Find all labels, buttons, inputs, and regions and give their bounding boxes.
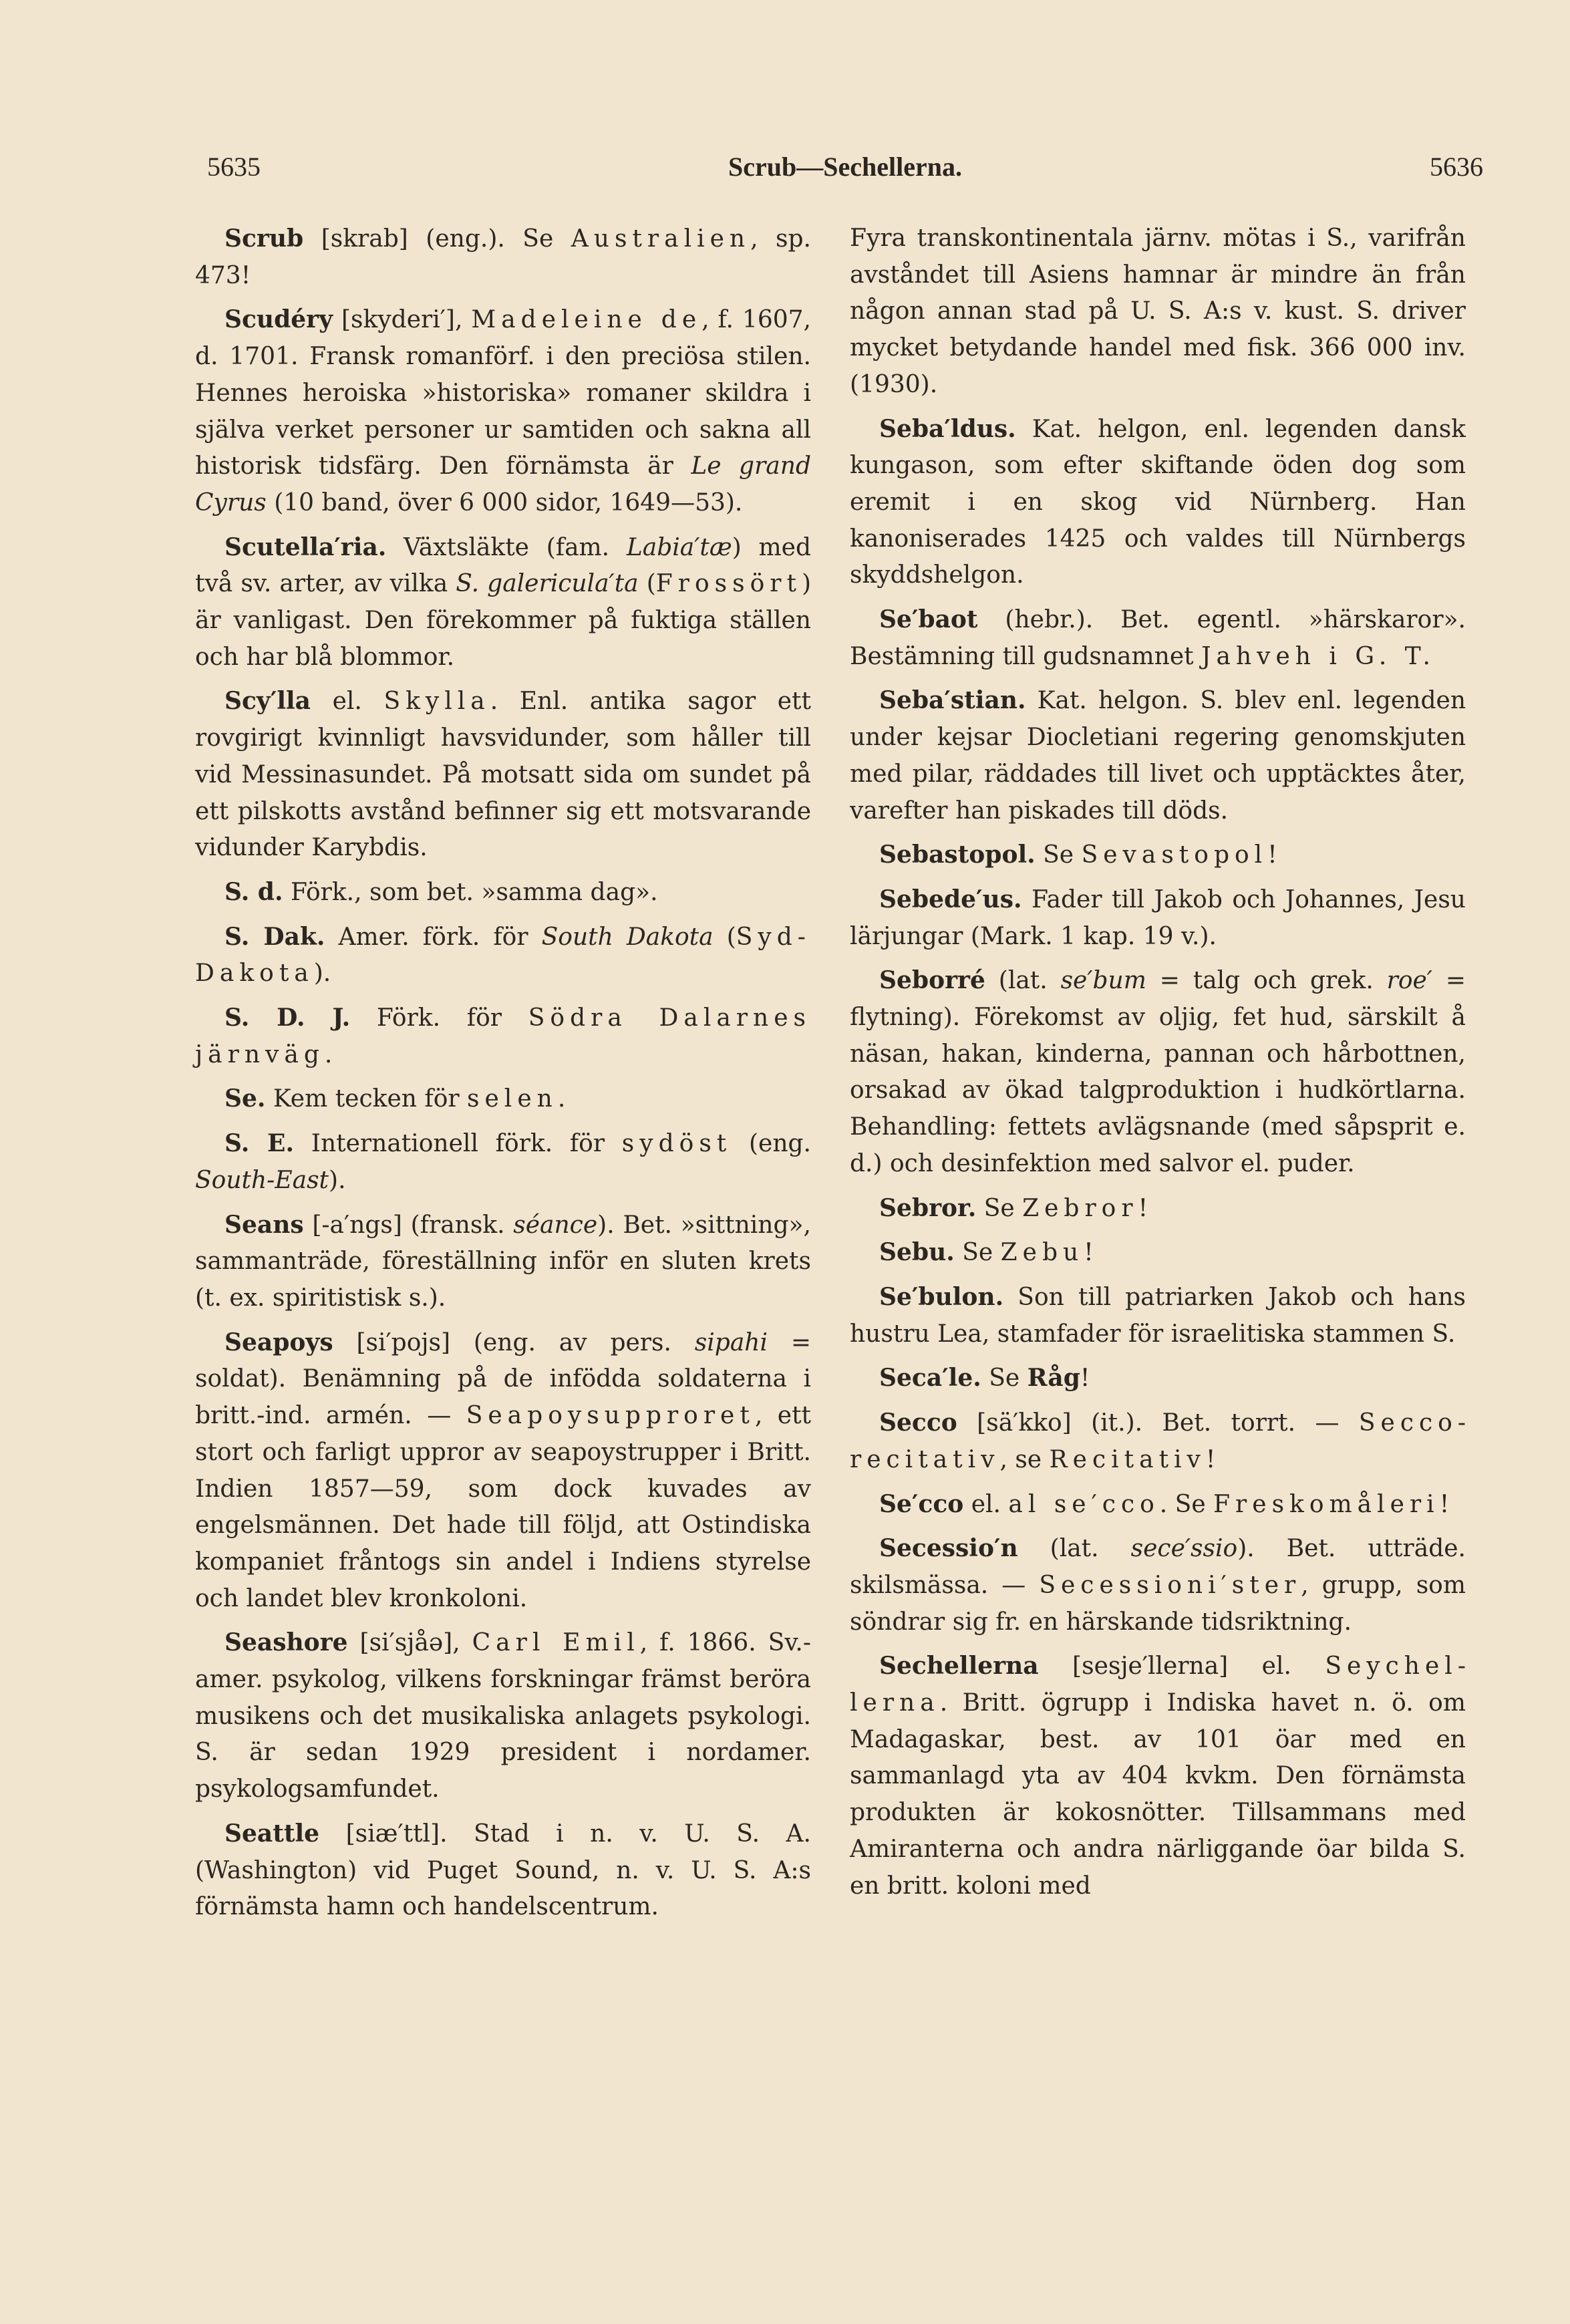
dictionary-entry [850, 221, 1466, 404]
entry-text: [sä′kko] (it.). Bet. torrt. — [957, 1409, 1359, 1437]
entry-text: [siæ′ttl]. Stad i n. v. U. S. A. (Washington) vid Puget Sound, n. v. U. S. A:s förnämsta hamn och handelscentrum. [195, 1820, 811, 1921]
entry-text: Skylla [383, 688, 490, 716]
entry-text: = flytning). Förekomst av oljig, fet hud, särskilt å näsan, hakan, kinderna, pannan och hårbottnen, orsakad av ökad talgproduktion i hudkörtlarna. Behandling: fettets avlägsnande (med såpsprit e. d.) och desinfektion med salvor el. puder. [850, 967, 1466, 1177]
entry-text: Seychellerna [850, 1652, 1466, 1717]
entry-text: ) med två sv. arter, av vilka [195, 533, 811, 598]
entry-text: [si′pojs] (eng. av pers. [333, 1328, 695, 1356]
entry-text: = soldat). Benämning på de infödda soldaterna i britt.-ind. armén. — [195, 1328, 812, 1430]
entry-text: ! [1138, 1194, 1148, 1222]
entry-headword: Scy′lla [224, 687, 311, 716]
dictionary-entry [195, 529, 811, 676]
entry-text: ( [638, 570, 656, 598]
entry-headword: Sebror. [879, 1193, 977, 1222]
entry-headword: Scudéry [224, 305, 333, 334]
entry-text: = talg och grek. [1146, 967, 1387, 995]
dictionary-entry [195, 1815, 811, 1926]
dictionary-entry [850, 881, 1466, 955]
entry-headword: S. E. [224, 1129, 295, 1158]
dictionary-entry [850, 1279, 1466, 1352]
entry-text: (lat. [985, 967, 1061, 995]
page-number-left: 5635 [207, 152, 261, 182]
entry-text: Australien [571, 225, 751, 253]
entry-text: Sevastopol [1081, 841, 1268, 869]
entry-text: Kem tecken för [265, 1085, 468, 1113]
entry-text: ). [313, 960, 331, 988]
entry-headword: Seashore [224, 1628, 348, 1657]
entry-text: Seccorecitativ [850, 1409, 1466, 1473]
dictionary-entry [850, 1486, 1466, 1523]
dictionary-entry [850, 601, 1466, 675]
entry-text: Secessioni′ster [1039, 1571, 1301, 1599]
entry-text: Fyra transkontinentala järnv. mötas i S., varifrån avståndet till Asiens hamnar är mindre än från någon annan stad på U. S. A:s v. kust. S. driver mycket betydande handel med fisk. 366 000 inv. (1930). [850, 225, 1466, 398]
entry-text: . Britt. ögrupp i Indiska havet n. ö. om Madagaskar, best. av 101 öar med en sammanlagd yta av 404 kvkm. Den förnämsta produkten är kokosnötter. Tillsammans med Amiranterna och andra närliggande öar bilda S. en britt. koloni med [850, 1689, 1466, 1900]
entry-text: South-East [195, 1166, 329, 1194]
entry-text: Jahveh i G. T. [1201, 642, 1436, 670]
entry-text: (lat. [1017, 1535, 1131, 1563]
entry-text: Se [1035, 841, 1082, 869]
right-column [850, 221, 1466, 1912]
entry-text: Zebror [1022, 1194, 1138, 1222]
entry-headword: Sebede′us. [879, 885, 1022, 913]
entry-headword: Råg [1027, 1364, 1080, 1393]
entry-headword: Seba′stian. [879, 686, 1026, 715]
dictionary-entry [195, 874, 811, 911]
entry-headword: Scutella′ria. [224, 533, 387, 561]
entry-headword: S. D. J. [224, 1004, 351, 1032]
entry-text: . [557, 1085, 566, 1113]
entry-headword: Se. [224, 1084, 266, 1113]
entry-text: South Dakota [541, 923, 714, 951]
entry-headword: Scrub [224, 225, 304, 253]
entry-text: [si′sjåə], [347, 1629, 472, 1657]
entry-headword: Seba′ldus. [879, 414, 1016, 443]
dictionary-entry [850, 1405, 1466, 1478]
entry-text: , f. 1607, d. 1701. Fransk romanförf. i den preciösa stilen. Hennes heroiska »historiska» romaner skildra i själva verket personer ur samtiden och sakna all historisk tidsfärg. Den förnämsta är [195, 306, 812, 480]
entry-headword: Secessio′n [879, 1534, 1018, 1563]
entry-text: Syd-Dakota [195, 923, 811, 988]
dictionary-entry [195, 1624, 811, 1808]
entry-headword: Seborré [879, 966, 985, 995]
entry-headword: Seans [224, 1210, 304, 1239]
dictionary-entry [850, 682, 1466, 829]
entry-headword: Sechellerna [879, 1652, 1039, 1681]
entry-text: séance [513, 1211, 598, 1239]
entry-headword: Seapoys [224, 1328, 333, 1356]
entry-text: Fader till Jakob och Johannes, Jesu lärjungar (Mark. 1 kap. 19 v.). [850, 885, 1466, 950]
entry-text: . Se [1159, 1490, 1214, 1518]
entry-text: S. galericula′ta [456, 570, 639, 598]
entry-text: ! [1205, 1445, 1216, 1473]
entry-text: Förk. för [350, 1004, 528, 1032]
entry-text: ). Bet. »sittning», sammanträde, föreställning inför en sluten krets (t. ex. spiritistisk s.). [195, 1211, 812, 1312]
entry-text: ! [1439, 1490, 1450, 1518]
entry-text: Madeleine de [471, 306, 702, 334]
dictionary-entry [195, 683, 811, 867]
dictionary-entry [850, 1648, 1466, 1904]
entry-text: Kat. helgon, enl. legenden dansk kungason, som efter skiftande öden dog som eremit i en skog vid Nürnberg. Han kanoniserades 1425 och valdes till Nürnbergs skyddshelgon. [850, 415, 1466, 589]
entry-text: [sesje′llerna] el. [1038, 1652, 1325, 1681]
dictionary-entry [195, 301, 811, 521]
entry-text: Recitativ [1049, 1445, 1206, 1473]
entry-headword: Sebastopol. [879, 841, 1036, 869]
entry-headword: Se′cco [879, 1489, 964, 1518]
dictionary-entry [195, 919, 811, 992]
entry-text: , grupp, som söndrar sig fr. en härskande tidsriktning. [850, 1571, 1466, 1636]
entry-text: Södra Dalarnes järnväg [195, 1004, 812, 1068]
dictionary-entry [195, 1080, 811, 1118]
entry-text: , se [999, 1445, 1050, 1473]
entry-text: (eng. [732, 1130, 812, 1158]
entry-text: Le grand Cyrus [195, 452, 812, 517]
dictionary-entry [195, 221, 811, 294]
entry-text: Seapoysupproret [466, 1402, 755, 1430]
entry-headword: Seca′le. [879, 1364, 981, 1393]
entry-text: sece′ssio [1130, 1535, 1238, 1563]
page-number-right: 5636 [1430, 152, 1483, 182]
entry-text: Carl Emil [472, 1629, 640, 1657]
entry-text: [skrab] (eng.). Se [303, 225, 571, 253]
entry-text: ( [713, 923, 736, 951]
dictionary-entry [850, 1360, 1466, 1397]
entry-text: Son till patriarken Jakob och hans hustru Lea, stamfader för israelitiska stammen S. [850, 1283, 1466, 1348]
entry-headword: Secco [879, 1409, 957, 1437]
entry-text: [skyderi′], [333, 306, 472, 334]
entry-headword: Sebu. [879, 1238, 955, 1267]
entry-text: , sp. 473! [195, 225, 811, 289]
entry-text: sipahi [694, 1328, 768, 1356]
entry-text: ! [1084, 1239, 1094, 1267]
entry-text: Förk., som bet. »samma dag». [283, 878, 658, 906]
dictionary-entry [195, 1207, 811, 1317]
dictionary-entry [195, 1324, 811, 1618]
entry-text: ! [1080, 1364, 1090, 1393]
dictionary-entry [850, 1190, 1466, 1227]
entry-headword: Seattle [224, 1819, 320, 1848]
entry-headword: Se′bulon. [879, 1282, 1004, 1311]
entry-text: , f. 1866. Sv.-amer. psykolog, vilkens forskningar främst beröra musikens och det musikaliska anlagets psykologi. S. är sedan 1929 president i nordamer. psykologsamfundet. [195, 1629, 811, 1803]
running-title: Scrub—Sechellerna. [728, 152, 962, 182]
dictionary-entry [850, 837, 1466, 874]
entry-text: Frossört [655, 570, 802, 598]
entry-text: Växtsläkte (fam. [386, 533, 627, 561]
entry-text: ). Bet. utträde. skilsmässa. — [850, 1535, 1466, 1599]
entry-text: el. [963, 1490, 1009, 1518]
entry-text: , ett stort och farligt uppror av seapoystrupper i Britt. Indien 1857—59, som dock kuvades av engelsmännen. Det hade till följd, att Ostindiska kompaniet fråntogs sin andel i Indiens styrelse och landet blev kronkoloni. [195, 1402, 811, 1612]
entry-text: Se [981, 1364, 1028, 1393]
entry-text: Zebu [1000, 1239, 1084, 1267]
entry-text: roe′ [1386, 967, 1432, 995]
entry-text: el. [311, 688, 384, 716]
entry-headword: S. d. [224, 877, 283, 906]
dictionary-entry [850, 411, 1466, 595]
entry-text: (10 band, över 6 000 sidor, 1649—53). [266, 488, 743, 517]
entry-text: ) är vanligast. Den förekommer på fuktiga ställen och har blå blommor. [195, 570, 811, 671]
entry-text: Kat. helgon. S. blev enl. legenden under kejsar Diocletiani regering genomskjuten med pilar, räddades till livet och upptäcktes åter, varefter han piskades till döds. [850, 687, 1466, 825]
entry-headword: Se′baot [879, 605, 978, 634]
entry-text: Freskomåleri [1213, 1490, 1440, 1518]
entry-text: ). [329, 1166, 346, 1194]
entry-text: . Enl. antika sagor ett rovgirigt kvinnligt havsvidunder, som håller till vid Messinasundet. På motsatt sida om sundet på ett pilskotts avstånd befinner sig ett motsvarande vidunder Karybdis. [195, 688, 811, 862]
entry-text: se′bum [1060, 967, 1146, 995]
entry-text: ! [1267, 841, 1277, 869]
dictionary-entry [850, 1234, 1466, 1272]
entry-headword: S. Dak. [224, 922, 325, 951]
dictionary-entry [195, 1125, 811, 1199]
entry-text: [-a′ngs] (fransk. [303, 1211, 514, 1239]
page-header [207, 151, 1483, 198]
entry-text: sydöst [621, 1130, 732, 1158]
entry-text: Se [976, 1194, 1023, 1222]
entry-text: al se′cco [1008, 1490, 1160, 1518]
dictionary-entry [850, 962, 1466, 1182]
entry-text: selen [467, 1085, 558, 1113]
dictionary-entry [850, 1530, 1466, 1640]
entry-text: . [324, 1040, 333, 1068]
entry-text: (hebr.). Bet. egentl. »härskaror». Bestämning till gudsnamnet [850, 606, 1466, 670]
entry-text: Internationell förk. för [294, 1130, 622, 1158]
entry-text: Labia′tæ [626, 533, 732, 561]
entry-text: Amer. förk. för [325, 923, 542, 951]
dictionary-entry [195, 1000, 811, 1073]
left-column [195, 221, 811, 1933]
entry-text: Se [954, 1239, 1001, 1267]
